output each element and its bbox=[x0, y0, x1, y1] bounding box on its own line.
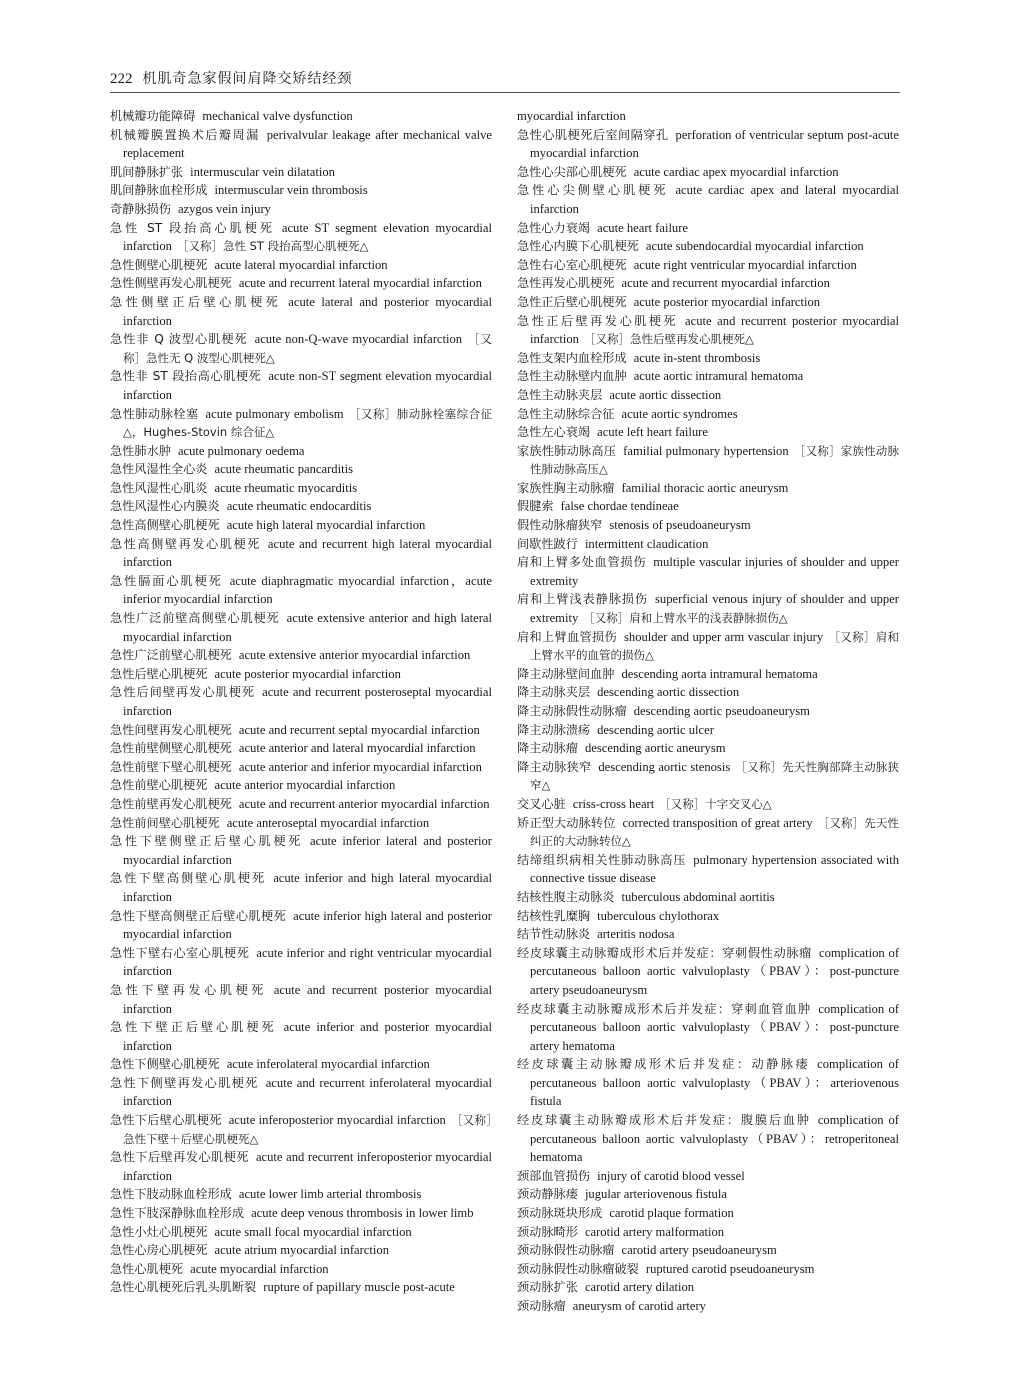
term-english: acute in-stent thrombosis bbox=[633, 350, 761, 365]
term-english: acute extensive anterior myocardial infarction bbox=[238, 648, 471, 663]
term-chinese: 颈动静脉瘘 bbox=[517, 1187, 578, 1202]
term-english: acute anteroseptal myocardial infarction bbox=[226, 815, 430, 830]
term-chinese: 急性前壁下壁心肌梗死 bbox=[110, 759, 232, 774]
glossary-entry bbox=[517, 814, 899, 851]
term-english: acute and recurrent lateral myocardial infarction bbox=[238, 276, 482, 291]
term-english: acute pulmonary embolism bbox=[205, 406, 344, 421]
term-english: false chordae tendineae bbox=[560, 499, 679, 514]
term-chinese: 急性风湿性心肌炎 bbox=[110, 480, 208, 495]
glossary-entry bbox=[110, 293, 492, 330]
term-english: acute and recurrent posterior myocardial infarction bbox=[530, 313, 900, 347]
glossary-entry bbox=[517, 665, 899, 684]
glossary-entry bbox=[110, 107, 492, 126]
glossary-entry bbox=[517, 1111, 899, 1167]
term-chinese: 降主动脉狭窄 bbox=[517, 759, 592, 774]
term-english: acute posterior myocardial infarction bbox=[214, 666, 401, 681]
glossary-entry bbox=[110, 274, 492, 293]
term-alias: ［又称］十字交叉心△ bbox=[659, 796, 772, 811]
glossary-entry bbox=[110, 405, 492, 442]
term-english: acute inferior and right ventricular myocardial infarction bbox=[123, 945, 492, 979]
term-chinese: 降主动脉夹层 bbox=[517, 685, 591, 700]
term-english: tuberculous abdominal aortitis bbox=[621, 889, 775, 904]
term-alias: ［又称］肩和上臂水平的血管的损伤△ bbox=[530, 629, 900, 663]
glossary-entry bbox=[110, 1185, 492, 1204]
term-english: acute non-ST segment elevation myocardial infarction bbox=[123, 369, 492, 402]
term-chinese: 急性再发心肌梗死 bbox=[517, 276, 615, 291]
term-chinese: 急性下肢深静脉血栓形成 bbox=[110, 1206, 245, 1221]
glossary-entry bbox=[517, 795, 899, 814]
glossary-entry bbox=[517, 683, 899, 702]
glossary-entry bbox=[517, 497, 899, 516]
glossary-entry bbox=[110, 776, 492, 795]
term-english: acute rheumatic myocarditis bbox=[214, 480, 358, 495]
term-chinese: 急性小灶心肌梗死 bbox=[110, 1224, 208, 1239]
glossary-entry bbox=[517, 274, 899, 293]
glossary-entry bbox=[110, 665, 492, 684]
term-english: acute and recurrent myocardial infarction bbox=[621, 276, 830, 291]
glossary-entry bbox=[110, 1074, 492, 1111]
term-chinese: 急性正后壁心肌梗死 bbox=[517, 294, 627, 309]
term-chinese: 颈部血管损伤 bbox=[517, 1168, 591, 1183]
term-english: pulmonary hypertension associated with connective tissue disease bbox=[530, 852, 899, 886]
term-english: ruptured carotid pseudoaneurysm bbox=[645, 1261, 815, 1276]
glossary-entry bbox=[110, 479, 492, 498]
term-chinese: 急性广泛前壁心肌梗死 bbox=[110, 648, 232, 663]
term-alias: ［又称］急性下壁＋后壁心肌梗死△ bbox=[123, 1113, 493, 1146]
glossary-entry bbox=[110, 1148, 492, 1185]
glossary-entry bbox=[517, 628, 899, 665]
term-chinese: 结缔组织病相关性肺动脉高压 bbox=[517, 852, 687, 867]
term-alias: ［又称］肺动脉栓塞综合征△，Hughes-Stovin 综合征△ bbox=[123, 406, 493, 440]
term-english: acute small focal myocardial infarction bbox=[214, 1224, 412, 1239]
term-chinese: 急性肺动脉栓塞 bbox=[110, 406, 199, 421]
term-english: intermuscular vein dilatation bbox=[190, 164, 335, 179]
term-chinese: 急性前壁心肌梗死 bbox=[110, 778, 208, 793]
term-chinese: 矫正型大动脉转位 bbox=[517, 815, 616, 830]
glossary-entry bbox=[517, 702, 899, 721]
term-english: acute and recurrent inferolateral myocardial infarction bbox=[123, 1075, 493, 1109]
glossary-entry bbox=[517, 405, 899, 424]
term-chinese: 经皮球囊主动脉瓣成形术后并发症：腹膜后血肿 bbox=[517, 1113, 811, 1128]
term-chinese: 急性主动脉夹层 bbox=[517, 387, 603, 402]
glossary-entry bbox=[110, 832, 492, 869]
glossary-entry bbox=[517, 888, 899, 907]
term-chinese: 急性支架内血栓形成 bbox=[517, 350, 627, 365]
term-english: azygos vein injury bbox=[177, 201, 271, 216]
term-chinese: 急性下侧壁心肌梗死 bbox=[110, 1057, 220, 1072]
term-english: descending aortic stenosis bbox=[598, 759, 731, 774]
term-english: acute and recurrent posteroseptal myocardial infarction bbox=[123, 685, 493, 718]
term-english: acute anterior and lateral myocardial infarction bbox=[238, 741, 476, 756]
term-chinese: 急性心肌梗死 bbox=[110, 1261, 184, 1276]
term-chinese: 间歇性跛行 bbox=[517, 536, 578, 551]
term-english: acute lateral myocardial infarction bbox=[214, 257, 388, 272]
term-english: acute anterior myocardial infarction bbox=[214, 778, 396, 793]
term-english: acute anterior and inferior myocardial infarction bbox=[238, 759, 482, 774]
term-english: acute pulmonary oedema bbox=[177, 443, 305, 458]
term-english: acute aortic dissection bbox=[609, 387, 722, 402]
term-english: descending aortic pseudoaneurysm bbox=[633, 704, 810, 718]
term-chinese: 急性下侧壁再发心肌梗死 bbox=[110, 1075, 259, 1090]
glossary-entry bbox=[517, 479, 899, 498]
glossary-entry bbox=[110, 460, 492, 479]
term-chinese: 急性后间壁再发心肌梗死 bbox=[110, 685, 256, 700]
glossary-entry bbox=[110, 516, 492, 535]
term-english: acute inferior high lateral and posterior myocardial infarction bbox=[123, 908, 492, 942]
term-english: acute cardiac apex and lateral myocardial infarction bbox=[530, 183, 899, 216]
term-english: intermittent claudication bbox=[584, 536, 709, 551]
term-chinese: 机械瓣膜置换术后瓣周漏 bbox=[110, 127, 260, 142]
term-english: carotid artery dilation bbox=[584, 1280, 695, 1295]
glossary-entry bbox=[110, 981, 492, 1018]
term-english: acute inferoposterior myocardial infarction bbox=[228, 1113, 446, 1128]
term-english: acute left heart failure bbox=[597, 425, 708, 440]
glossary-entry bbox=[517, 237, 899, 256]
term-english: descending aortic aneurysm bbox=[584, 741, 726, 756]
left-column bbox=[110, 107, 492, 1297]
glossary-entry bbox=[110, 646, 492, 665]
term-english: carotid artery pseudoaneurysm bbox=[621, 1243, 777, 1258]
term-english: tuberculous chylothorax bbox=[597, 908, 720, 923]
glossary-entry bbox=[110, 1260, 492, 1279]
glossary-entry bbox=[110, 869, 492, 906]
glossary-entry bbox=[110, 497, 492, 516]
term-chinese: 急性后壁心肌梗死 bbox=[110, 666, 208, 681]
glossary-entry bbox=[517, 163, 899, 182]
glossary-entry bbox=[517, 1297, 899, 1316]
glossary-entry bbox=[517, 349, 899, 368]
glossary-entry bbox=[517, 107, 899, 126]
term-english: acute and recurrent posterior myocardial infarction bbox=[123, 982, 493, 1016]
term-chinese: 急性前壁侧壁心肌梗死 bbox=[110, 741, 232, 756]
term-chinese: 急性侧壁心肌梗死 bbox=[110, 257, 208, 272]
glossary-entry bbox=[110, 1278, 492, 1297]
term-english: acute non-Q-wave myocardial infarction bbox=[254, 332, 463, 347]
term-chinese: 急性心尖侧壁心肌梗死 bbox=[517, 183, 669, 198]
glossary-entry bbox=[110, 367, 492, 404]
term-chinese: 急性高侧壁心肌梗死 bbox=[110, 518, 220, 533]
term-english: acute extensive anterior and high lateral myocardial infarction bbox=[123, 611, 493, 644]
term-english: familial thoracic aortic aneurysm bbox=[621, 480, 789, 495]
term-chinese: 急性心力衰竭 bbox=[517, 220, 591, 235]
term-chinese: 肌间静脉血栓形成 bbox=[110, 183, 208, 198]
glossary-entry bbox=[517, 126, 899, 163]
glossary-entry bbox=[110, 200, 492, 219]
term-english: acute lateral and posterior myocardial infarction bbox=[123, 294, 493, 328]
glossary-entry bbox=[517, 386, 899, 405]
term-english: acute and recurrent anterior myocardial infarction bbox=[238, 796, 490, 811]
term-chinese: 急性下后壁心肌梗死 bbox=[110, 1113, 222, 1128]
term-english: acute subendocardial myocardial infarction bbox=[645, 239, 864, 254]
term-chinese: 奇静脉损伤 bbox=[110, 201, 171, 216]
term-chinese: 降主动脉瘤 bbox=[517, 741, 578, 756]
term-english: acute deep venous thrombosis in lower limb bbox=[251, 1206, 474, 1221]
term-english: aneurysm of carotid artery bbox=[572, 1299, 706, 1313]
term-english: acute and recurrent inferoposterior myocardial infarction bbox=[123, 1150, 492, 1183]
term-alias: ［又称］肩和上臂水平的浅表静脉损伤△ bbox=[583, 611, 788, 626]
term-alias: ［又称］先天性胸部降主动脉狭窄△ bbox=[530, 759, 900, 793]
term-chinese: 急性风湿性心内膜炎 bbox=[110, 499, 220, 514]
glossary-entry bbox=[517, 1260, 899, 1279]
term-chinese: 急性下壁侧壁正后壁心肌梗死 bbox=[110, 834, 304, 849]
glossary-entry bbox=[517, 721, 899, 740]
term-english: multiple vascular injuries of shoulder and upper extremity bbox=[530, 555, 899, 588]
term-chinese: 急性下壁高侧壁正后壁心肌梗死 bbox=[110, 908, 287, 923]
glossary-entry bbox=[517, 758, 899, 795]
glossary-entry bbox=[517, 1167, 899, 1186]
term-chinese: 急性膈面心肌梗死 bbox=[110, 573, 223, 588]
term-chinese: 急性间壁再发心肌梗死 bbox=[110, 722, 232, 737]
term-chinese: 急性下壁再发心肌梗死 bbox=[110, 982, 267, 997]
glossary-entry bbox=[110, 1111, 492, 1148]
glossary-entry bbox=[517, 442, 899, 479]
glossary-entry bbox=[517, 1055, 899, 1111]
right-column bbox=[517, 107, 899, 1316]
glossary-entry bbox=[517, 219, 899, 238]
glossary-entry bbox=[517, 1241, 899, 1260]
term-chinese: 急性主动脉综合征 bbox=[517, 406, 615, 421]
term-chinese: 结核性乳糜胸 bbox=[517, 908, 591, 923]
glossary-entry bbox=[517, 367, 899, 386]
glossary-entry bbox=[110, 442, 492, 461]
glossary-entry bbox=[110, 1241, 492, 1260]
term-chinese: 急性左心衰竭 bbox=[517, 425, 591, 440]
glossary-entry bbox=[110, 256, 492, 275]
glossary-entry bbox=[517, 944, 899, 1000]
term-english: complication of percutaneous balloon aortic valvuloplasty（PBAV）：post-puncture artery hematoma bbox=[530, 1001, 900, 1053]
term-english: acute myocardial infarction bbox=[190, 1261, 329, 1276]
term-chinese: 假性动脉瘤狭窄 bbox=[517, 518, 603, 533]
term-chinese: 肩和上臂浅表静脉损伤 bbox=[517, 592, 648, 607]
glossary-entry bbox=[517, 516, 899, 535]
term-chinese: 急性侧壁正后壁心肌梗死 bbox=[110, 294, 282, 309]
term-english: intermuscular vein thrombosis bbox=[214, 183, 368, 198]
term-english: criss-cross heart bbox=[572, 796, 655, 811]
glossary-entry bbox=[110, 572, 492, 609]
term-chinese: 降主动脉壁间血肿 bbox=[517, 666, 615, 681]
term-chinese: 急性正后壁再发心肌梗死 bbox=[517, 313, 679, 328]
term-english: acute cardiac apex myocardial infarction bbox=[633, 164, 839, 179]
term-chinese: 家族性肺动脉高压 bbox=[517, 443, 617, 458]
term-chinese: 急性心内膜下心肌梗死 bbox=[517, 239, 639, 254]
glossary-entry bbox=[517, 312, 899, 349]
glossary-entry bbox=[110, 535, 492, 572]
term-chinese: 急性非 Q 波型心肌梗死 bbox=[110, 332, 248, 347]
term-english: acute right ventricular myocardial infarction bbox=[633, 257, 857, 272]
glossary-entry bbox=[110, 163, 492, 182]
page-title: 机肌奇急家假间肩降交矫结经颈 bbox=[142, 71, 353, 87]
term-english: descending aortic ulcer bbox=[597, 722, 714, 737]
glossary-entry bbox=[517, 1204, 899, 1223]
glossary-entry bbox=[110, 1204, 492, 1223]
term-english: acute inferolateral myocardial infarction bbox=[226, 1057, 430, 1072]
term-english: myocardial infarction bbox=[517, 109, 626, 123]
term-chinese: 结核性腹主动脉炎 bbox=[517, 889, 615, 904]
term-english: familial pulmonary hypertension bbox=[623, 443, 789, 458]
term-english: complication of percutaneous balloon aortic valvuloplasty（PBAV）：post-puncture artery pseudoaneurysm bbox=[530, 945, 900, 997]
term-chinese: 颈动脉假性动脉瘤破裂 bbox=[517, 1261, 639, 1276]
glossary-entry bbox=[517, 590, 899, 627]
term-chinese: 急性非 ST 段抬高心肌梗死 bbox=[110, 369, 262, 384]
term-english: acute heart failure bbox=[597, 220, 689, 235]
term-chinese: 急性下壁右心室心肌梗死 bbox=[110, 945, 250, 960]
term-english: acute ST segment elevation myocardial infarction bbox=[123, 220, 493, 254]
term-chinese: 急性下壁正后壁心肌梗死 bbox=[110, 1020, 277, 1035]
page-number: 222 bbox=[110, 71, 133, 87]
term-english: acute atrium myocardial infarction bbox=[214, 1243, 389, 1258]
term-english: injury of carotid blood vessel bbox=[597, 1168, 745, 1183]
term-chinese: 肩和上臂多处血管损伤 bbox=[517, 555, 647, 570]
term-chinese: 经皮球囊主动脉瓣成形术后并发症：穿刺血管血肿 bbox=[517, 1001, 812, 1016]
term-chinese: 急性广泛前壁高侧壁心肌梗死 bbox=[110, 611, 280, 626]
term-english: complication of percutaneous balloon aortic valvuloplasty（PBAV）：arteriovenous fistula bbox=[530, 1057, 899, 1109]
glossary-entry bbox=[517, 925, 899, 944]
glossary-entry bbox=[110, 219, 492, 256]
glossary-entry bbox=[517, 181, 899, 218]
glossary-entry bbox=[517, 739, 899, 758]
term-chinese: 急性主动脉壁内血肿 bbox=[517, 369, 627, 384]
term-chinese: 急性 ST 段抬高心肌梗死 bbox=[110, 220, 275, 235]
term-chinese: 机械瓣功能障碍 bbox=[110, 109, 196, 123]
term-english: rupture of papillary muscle post-acute bbox=[263, 1280, 455, 1295]
term-chinese: 降主动脉假性动脉瘤 bbox=[517, 704, 627, 718]
term-chinese: 急性心房心肌梗死 bbox=[110, 1243, 208, 1258]
term-english: stenosis of pseudoaneurysm bbox=[609, 518, 751, 533]
term-chinese: 急性下肢动脉血栓形成 bbox=[110, 1187, 232, 1202]
term-chinese: 假腱索 bbox=[517, 499, 554, 514]
glossary-entry bbox=[110, 814, 492, 833]
term-english: perivalvular leakage after mechanical valve replacement bbox=[123, 127, 493, 161]
glossary-entry bbox=[110, 1223, 492, 1242]
term-english: acute inferior lateral and posterior myocardial infarction bbox=[123, 834, 493, 867]
term-chinese: 经皮球囊主动脉瓣成形术后并发症：穿刺假性动脉瘤 bbox=[517, 945, 812, 960]
term-chinese: 急性下壁高侧壁心肌梗死 bbox=[110, 871, 267, 886]
term-english: acute aortic syndromes bbox=[621, 406, 738, 421]
term-chinese: 降主动脉溃疡 bbox=[517, 722, 591, 737]
term-chinese: 急性肺水肿 bbox=[110, 443, 171, 458]
glossary-entry bbox=[110, 907, 492, 944]
glossary-entry bbox=[517, 423, 899, 442]
term-chinese: 急性高侧壁再发心肌梗死 bbox=[110, 536, 261, 551]
glossary-entry bbox=[517, 851, 899, 888]
term-english: corrected transposition of great artery bbox=[622, 815, 813, 830]
term-chinese: 颈动脉扩张 bbox=[517, 1280, 578, 1295]
glossary-entry bbox=[517, 1223, 899, 1242]
term-chinese: 经皮球囊主动脉瓣成形术后并发症：动静脉瘘 bbox=[517, 1057, 811, 1072]
glossary-entry bbox=[517, 1000, 899, 1056]
glossary-entry bbox=[110, 721, 492, 740]
term-alias: ［又称］急性 ST 段抬高型心肌梗死△ bbox=[176, 239, 369, 254]
term-chinese: 颈动脉畸形 bbox=[517, 1224, 578, 1239]
glossary-entry bbox=[110, 181, 492, 200]
term-english: jugular arteriovenous fistula bbox=[584, 1187, 727, 1202]
glossary-entry bbox=[110, 944, 492, 981]
term-english: mechanical valve dysfunction bbox=[202, 109, 353, 123]
term-english: carotid plaque formation bbox=[609, 1206, 734, 1221]
glossary-entry bbox=[517, 256, 899, 275]
term-chinese: 急性心尖部心肌梗死 bbox=[517, 164, 627, 179]
term-english: acute inferior and posterior myocardial infarction bbox=[123, 1020, 493, 1053]
term-alias: ［又称］急性后壁再发心肌梗死△ bbox=[583, 332, 754, 347]
glossary-entry bbox=[110, 739, 492, 758]
term-chinese: 肩和上臂血管损伤 bbox=[517, 629, 617, 644]
term-english: acute lower limb arterial thrombosis bbox=[238, 1187, 422, 1202]
glossary-entry bbox=[517, 907, 899, 926]
glossary-entry bbox=[110, 609, 492, 646]
glossary-entry bbox=[517, 553, 899, 590]
term-english: acute posterior myocardial infarction bbox=[633, 294, 821, 309]
term-chinese: 急性下后壁再发心肌梗死 bbox=[110, 1150, 249, 1165]
term-alias: ［又称］急性无 Q 波型心肌梗死△ bbox=[123, 332, 493, 365]
term-chinese: 颈动脉斑块形成 bbox=[517, 1206, 603, 1221]
term-chinese: 家族性胸主动脉瘤 bbox=[517, 480, 615, 495]
term-english: acute and recurrent high lateral myocardial infarction bbox=[123, 536, 492, 570]
term-english: shoulder and upper arm vascular injury bbox=[624, 629, 824, 644]
term-chinese: 交叉心脏 bbox=[517, 796, 566, 811]
term-english: acute aortic intramural hematoma bbox=[633, 369, 804, 384]
glossary-entry bbox=[517, 293, 899, 312]
glossary-entry bbox=[110, 758, 492, 777]
term-english: complication of percutaneous balloon aortic valvuloplasty（PBAV）：retroperitoneal hematoma bbox=[530, 1113, 900, 1165]
term-english: acute rheumatic endocarditis bbox=[226, 499, 372, 514]
glossary-entry bbox=[110, 126, 492, 163]
term-english: acute diaphragmatic myocardial infarction，acute inferior myocardial infarction bbox=[123, 573, 493, 607]
term-chinese: 颈动脉假性动脉瘤 bbox=[517, 1243, 615, 1258]
term-alias: ［又称］家族性动脉性肺动脉高压△ bbox=[530, 443, 900, 477]
term-chinese: 肌间静脉扩张 bbox=[110, 164, 184, 179]
term-chinese: 急性前壁再发心肌梗死 bbox=[110, 796, 232, 811]
glossary-entry bbox=[517, 1185, 899, 1204]
glossary-entry bbox=[110, 683, 492, 720]
glossary-entry bbox=[517, 535, 899, 554]
term-english: descending aorta intramural hematoma bbox=[621, 666, 818, 681]
term-alias: ［又称］先天性纠正的大动脉转位△ bbox=[530, 815, 900, 849]
term-chinese: 急性右心室心肌梗死 bbox=[517, 257, 627, 272]
term-chinese: 急性侧壁再发心肌梗死 bbox=[110, 276, 232, 291]
term-english: carotid artery malformation bbox=[584, 1224, 725, 1239]
glossary-entry bbox=[110, 1018, 492, 1055]
term-chinese: 急性风湿性全心炎 bbox=[110, 462, 208, 477]
term-english: acute high lateral myocardial infarction bbox=[226, 518, 426, 533]
term-english: descending aortic dissection bbox=[597, 685, 740, 700]
term-english: acute and recurrent septal myocardial infarction bbox=[238, 722, 480, 737]
term-english: perforation of ventricular septum post-acute myocardial infarction bbox=[530, 127, 899, 161]
page-header bbox=[110, 64, 900, 93]
term-chinese: 急性心肌梗死后室间隔穿孔 bbox=[517, 127, 669, 142]
glossary-entry bbox=[110, 1055, 492, 1074]
term-english: arteritis nodosa bbox=[597, 927, 675, 942]
term-english: acute rheumatic pancarditis bbox=[214, 462, 353, 477]
glossary-entry bbox=[110, 795, 492, 814]
term-chinese: 颈动脉瘤 bbox=[517, 1299, 566, 1313]
term-english: acute inferior and high lateral myocardial infarction bbox=[123, 871, 492, 904]
glossary-entry bbox=[517, 1278, 899, 1297]
term-english: superficial venous injury of shoulder and upper extremity bbox=[530, 592, 899, 626]
term-chinese: 急性心肌梗死后乳头肌断裂 bbox=[110, 1280, 257, 1295]
term-chinese: 结节性动脉炎 bbox=[517, 927, 591, 942]
glossary-entry bbox=[110, 330, 492, 367]
term-chinese: 急性前间壁心肌梗死 bbox=[110, 815, 220, 830]
